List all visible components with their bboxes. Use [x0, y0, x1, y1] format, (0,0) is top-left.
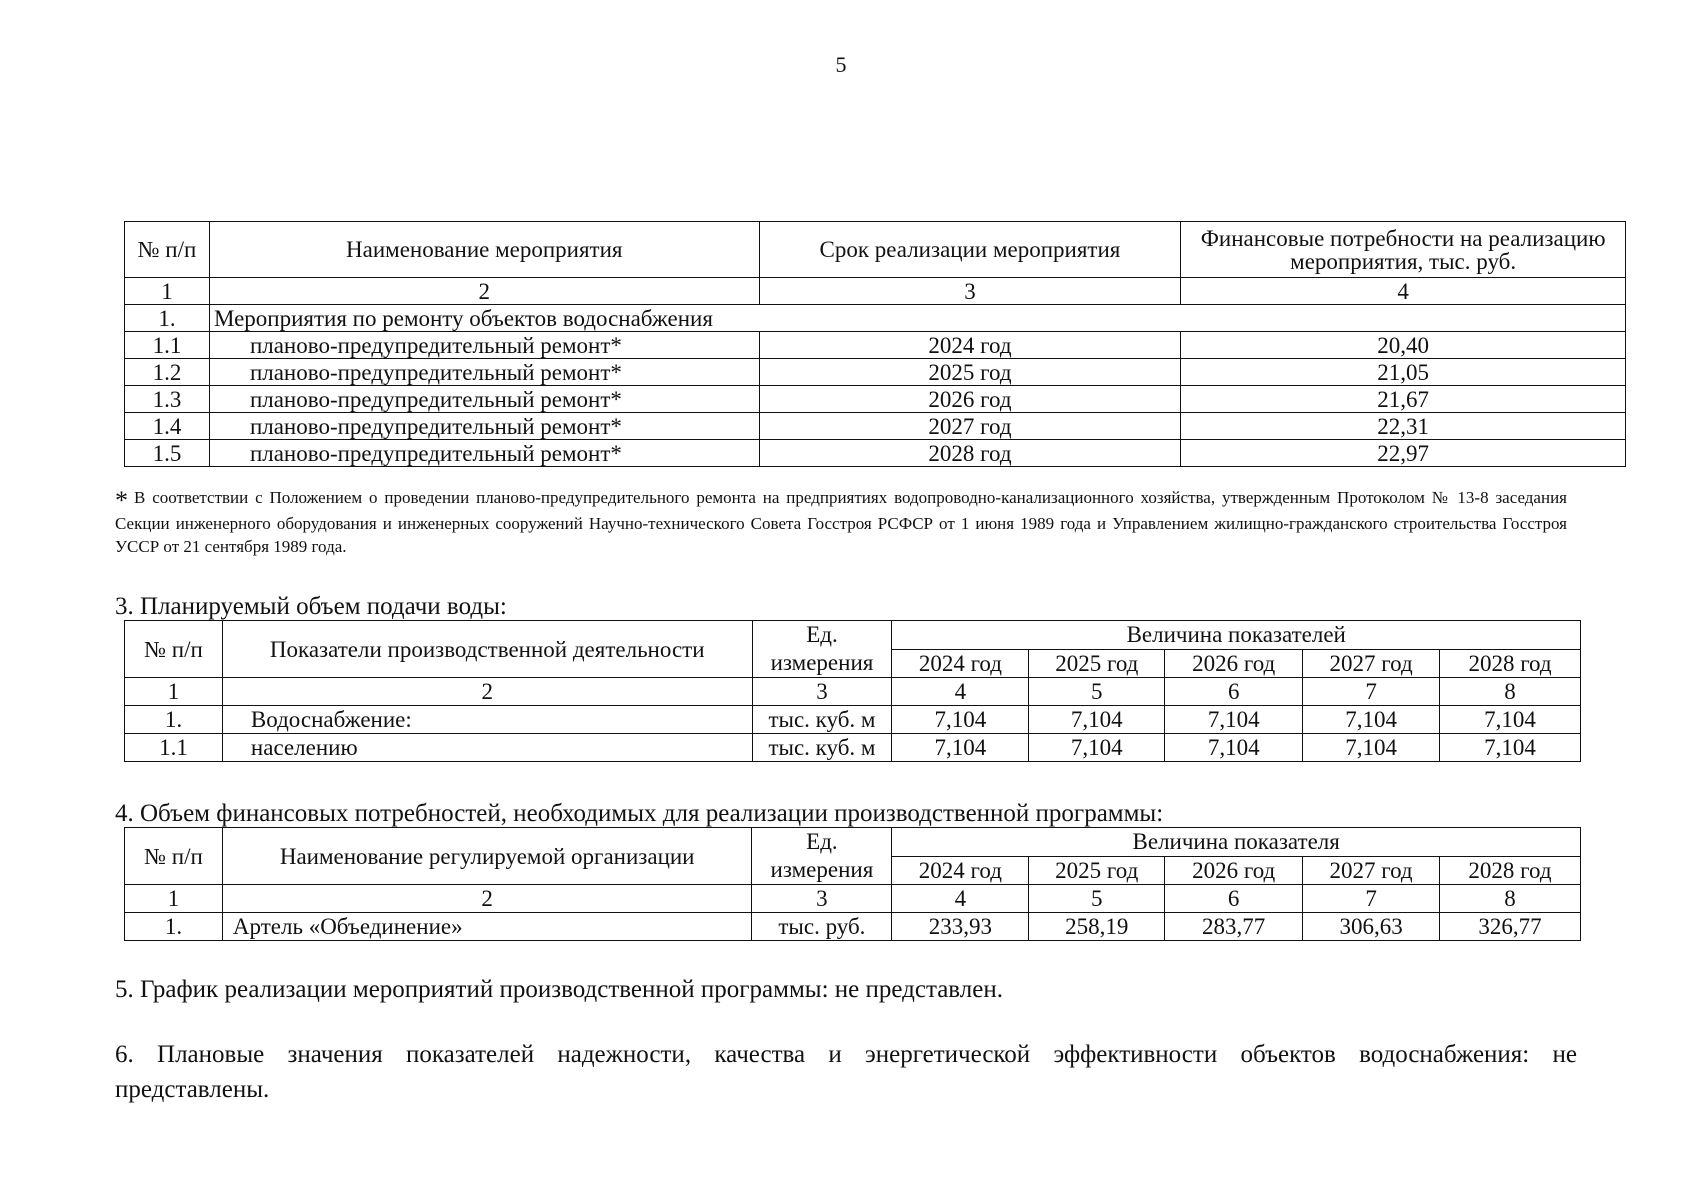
- table-row: [125, 413, 1626, 440]
- row-name: населению: [222, 734, 752, 762]
- table-row: [125, 386, 1626, 413]
- row-num: 1.: [125, 913, 223, 941]
- col-number: 3: [752, 885, 892, 913]
- col-number: 4: [892, 885, 1029, 913]
- table-row: [125, 913, 1581, 941]
- row-name: Водоснабжение:: [222, 706, 752, 734]
- row-value: 7,104: [892, 734, 1029, 762]
- row-num: 1.: [125, 706, 223, 734]
- header-year: 2026 год: [1165, 856, 1303, 885]
- header-year: 2025 год: [1029, 856, 1165, 885]
- table-header-row: [125, 828, 1581, 857]
- header-indicator: Показатели производственной деятельности: [222, 621, 752, 678]
- header-year: 2028 год: [1440, 856, 1581, 885]
- header-org: Наименование регулируемой организации: [222, 828, 752, 885]
- section-3-title: 3. Планируемый объем подачи воды:: [115, 593, 507, 620]
- row-value: 7,104: [1303, 706, 1440, 734]
- row-value: 326,77: [1440, 913, 1581, 941]
- section-5-text: 5. График реализации мероприятий производственной программы: не представлен.: [115, 976, 1003, 1003]
- row-value: 258,19: [1029, 913, 1165, 941]
- row-name: планово-предупредительный ремонт*: [209, 440, 759, 467]
- row-value: 283,77: [1165, 913, 1303, 941]
- column-numbers-row: [125, 678, 1581, 706]
- row-cost: 21,05: [1181, 359, 1626, 386]
- row-unit: тыс. руб.: [752, 913, 892, 941]
- header-year: 2027 год: [1303, 856, 1440, 885]
- row-name: планово-предупредительный ремонт*: [209, 332, 759, 359]
- row-num: 1.3: [125, 386, 210, 413]
- col-number: 3: [759, 278, 1181, 305]
- col-number: 6: [1165, 885, 1303, 913]
- header-value-group: Величина показателя: [892, 828, 1581, 857]
- header-num: № п/п: [125, 621, 223, 678]
- header-unit: Ед. измерения: [752, 828, 892, 885]
- row-value: 7,104: [1440, 734, 1581, 762]
- header-year: 2028 год: [1440, 649, 1581, 678]
- header-name: Наименование мероприятия: [209, 222, 759, 278]
- col-number: 2: [209, 278, 759, 305]
- table-header-row: [125, 621, 1581, 650]
- header-year: 2024 год: [892, 649, 1029, 678]
- col-number: 1: [125, 678, 223, 706]
- row-cost: 20,40: [1181, 332, 1626, 359]
- table-row: [125, 332, 1626, 359]
- header-num: № п/п: [125, 222, 210, 278]
- col-number: 5: [1029, 678, 1165, 706]
- row-name: планово-предупредительный ремонт*: [209, 413, 759, 440]
- row-num: 1.1: [125, 332, 210, 359]
- table-row: [125, 706, 1581, 734]
- row-term: 2024 год: [759, 332, 1181, 359]
- col-number: 7: [1303, 678, 1440, 706]
- row-num: 1.1: [125, 734, 223, 762]
- col-number: 7: [1303, 885, 1440, 913]
- column-numbers-row: [125, 278, 1626, 305]
- row-value: 7,104: [1029, 734, 1165, 762]
- footnote-star: *: [115, 486, 128, 515]
- row-num: 1.2: [125, 359, 210, 386]
- row-num: 1.: [125, 305, 210, 332]
- table-row: [125, 440, 1626, 467]
- header-year: 2024 год: [892, 856, 1029, 885]
- measures-table: [124, 221, 1626, 467]
- water-supply-table: [124, 620, 1581, 762]
- col-number: 2: [222, 678, 752, 706]
- col-number: 1: [125, 278, 210, 305]
- row-term: 2027 год: [759, 413, 1181, 440]
- row-term: 2028 год: [759, 440, 1181, 467]
- row-num: 1.5: [125, 440, 210, 467]
- section-6-text: 6. Плановые значения показателей надежности, качества и энергетической эффективности объектов водоснабжения: не представлены.: [115, 1041, 1577, 1103]
- row-unit: тыс. куб. м: [752, 734, 892, 762]
- row-term: 2025 год: [759, 359, 1181, 386]
- col-number: 4: [892, 678, 1029, 706]
- financial-needs-table: [124, 827, 1581, 941]
- col-number: 8: [1440, 678, 1581, 706]
- column-numbers-row: [125, 885, 1581, 913]
- row-name: планово-предупредительный ремонт*: [209, 386, 759, 413]
- col-number: 2: [222, 885, 752, 913]
- row-value: 7,104: [1440, 706, 1581, 734]
- row-name: планово-предупредительный ремонт*: [209, 359, 759, 386]
- header-num: № п/п: [125, 828, 223, 885]
- table-row: [125, 359, 1626, 386]
- header-year: 2027 год: [1303, 649, 1440, 678]
- header-year: 2025 год: [1029, 649, 1165, 678]
- row-value: 7,104: [1165, 734, 1303, 762]
- col-number: 6: [1165, 678, 1303, 706]
- col-number: 8: [1440, 885, 1581, 913]
- page-number: 5: [835, 52, 847, 77]
- header-year: 2026 год: [1165, 649, 1303, 678]
- row-cost: 22,31: [1181, 413, 1626, 440]
- row-cost: 22,97: [1181, 440, 1626, 467]
- row-num: 1.4: [125, 413, 210, 440]
- row-name: Артель «Объединение»: [222, 913, 752, 941]
- header-cost: Финансовые потребности на реализацию мероприятия, тыс. руб.: [1181, 222, 1626, 278]
- footnote-text: В соответствии с Положением о проведении планово-предупредительного ремонта на предприятиях водопроводно-канализационного хозяйства, утвержденным Протоколом № 13-8 заседания Секции инженерного оборудования и инженерных сооружений Научно-технического Совета Госстроя РСФСР от 1 июня 1989 года и Управлением жилищно-гражданского строительства Госстроя УССР от 21 сентября 1989 года.: [115, 488, 1567, 556]
- row-value: 233,93: [892, 913, 1029, 941]
- header-term: Срок реализации мероприятия: [759, 222, 1181, 278]
- table-row: [125, 734, 1581, 762]
- row-cost: 21,67: [1181, 386, 1626, 413]
- col-number: 4: [1181, 278, 1626, 305]
- footnote: [115, 486, 1567, 558]
- table-row-group: [125, 305, 1626, 332]
- row-value: 7,104: [1029, 706, 1165, 734]
- row-value: 7,104: [892, 706, 1029, 734]
- col-number: 3: [752, 678, 892, 706]
- header-unit: Ед. измерения: [752, 621, 892, 678]
- table-header-row: [125, 222, 1626, 278]
- col-number: 1: [125, 885, 223, 913]
- row-unit: тыс. куб. м: [752, 706, 892, 734]
- row-term: 2026 год: [759, 386, 1181, 413]
- header-value-group: Величина показателей: [892, 621, 1581, 650]
- section-4-title: 4. Объем финансовых потребностей, необходимых для реализации производственной программы:: [115, 800, 1164, 827]
- row-value: 7,104: [1165, 706, 1303, 734]
- col-number: 5: [1029, 885, 1165, 913]
- row-value: 306,63: [1303, 913, 1440, 941]
- row-value: 7,104: [1303, 734, 1440, 762]
- group-name: Мероприятия по ремонту объектов водоснабжения: [209, 305, 1625, 332]
